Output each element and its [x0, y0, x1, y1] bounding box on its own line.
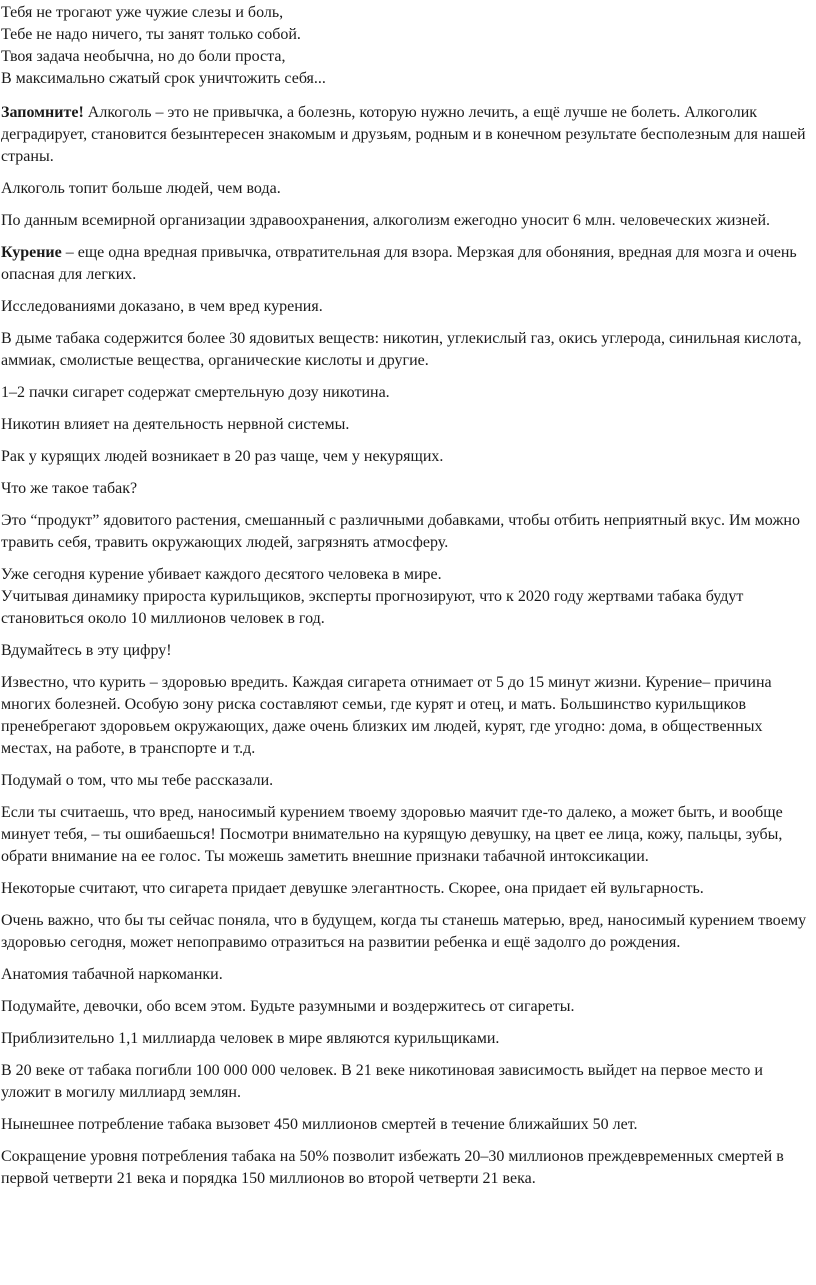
paragraph-if: Если ты считаешь, что вред, наносимый курением твоему здоровью маячит где-то далеко, а может быть, и вообще минует тебя, – ты ошибаешься! Посмотри внимательно на курящую девушку, на цвет ее лица, кожу, пальцы, зубы, обрати внимание на ее голос. Ты можешь заметить внешние признаки табачной интоксикации. [1, 804, 783, 865]
poem [1, 2, 808, 90]
remember-text: Алкоголь – это не привычка, а болезнь, которую нужно лечить, а ещё лучше не болеть. Алкоголик деградирует, становится безынтересен знакомым и друзьям, родным и в конечном результате бесполезным для нашей страны. [1, 104, 806, 165]
paragraph-current: Нынешнее потребление табака вызовет 450 миллионов смертей в течение ближайших 50 лет. [1, 1116, 638, 1133]
paragraph-research: Исследованиями доказано, в чем вред курения. [1, 298, 323, 315]
paragraph-dynamics: Учитывая динамику прироста курильщиков, эксперты прогнозируют, что к 2020 году жертвами табака будут становиться около 10 миллионов человек в год. [1, 588, 744, 627]
paragraph-remember [1, 102, 808, 168]
paragraph-anatomy: Анатомия табачной наркоманки. [1, 966, 223, 983]
paragraph-who: По данным всемирной организации здравоохранения, алкоголизм ежегодно уносит 6 млн. человеческих жизней. [1, 212, 771, 229]
paragraph-consider: Подумай о том, что мы тебе рассказали. [1, 772, 274, 789]
paragraph-century: В 20 веке от табака погибли 100 000 000 человек. В 21 веке никотиновая зависимость выйдет на первое место и уложит в могилу миллиард землян. [1, 1062, 763, 1101]
paragraph-what-is-tobacco: Что же такое табак? [1, 480, 138, 497]
paragraph-think: Вдумайтесь в эту цифру! [1, 642, 172, 659]
paragraph-billion: Приблизительно 1,1 миллиарда человек в мире являются курильщиками. [1, 1030, 500, 1047]
paragraph-smoke: В дыме табака содержится более 30 ядовитых веществ: никотин, углекислый газ, окись углерода, синильная кислота, аммиак, смолистые вещества, органические кислоты и другие. [1, 330, 802, 369]
smoking-label: Курение [1, 244, 62, 261]
poem-line: В максимально сжатый срок уничтожить себя... [1, 70, 326, 87]
paragraph-reduction: Сокращение уровня потребления табака на 50% позволит избежать 20–30 миллионов преждевременных смертей в первой четверти 21 века и порядка 150 миллионов во второй четверти 21 века. [1, 1148, 784, 1187]
paragraph-elegance: Некоторые считают, что сигарета придает девушке элегантность. Скорее, она придает ей вульгарность. [1, 880, 704, 897]
poem-line: Твоя задача необычна, но до боли проста, [1, 48, 286, 65]
poem-line: Тебе не надо ничего, ты занят только собой. [1, 26, 301, 43]
paragraph-water: Алкоголь топит больше людей, чем вода. [1, 180, 281, 197]
paragraph-smoking [1, 242, 808, 286]
paragraph-product: Это “продукт” ядовитого растения, смешанный с различными добавками, чтобы отбить неприятный вкус. Им можно травить себя, травить окружающих людей, загрязнять атмосферу. [1, 512, 800, 551]
paragraph-known: Известно, что курить – здоровью вредить. Каждая сигарета отнимает от 5 до 15 минут жизни. Курение– причина многих болезней. Особую зону риска составляют семьи, где курят и отец, и мать. Большинство курильщиков пренебрегают здоровьем окружающих, даже очень близких им людей, курят, где угодно: дома, в общественных местах, на работе, в транспорте и т.д. [1, 674, 772, 757]
smoking-text: – еще одна вредная привычка, отвратительная для взора. Мерзкая для обоняния, вредная для мозга и очень опасная для легких. [1, 244, 797, 283]
paragraph-nicotine: Никотин влияет на деятельность нервной системы. [1, 416, 350, 433]
paragraph-important: Очень важно, что бы ты сейчас поняла, что в будущем, когда ты станешь матерью, вред, наносимый курением твоему здоровью сегодня, может непоправимо отразиться на развитии ребенка и ещё задолго до рождения. [1, 912, 807, 951]
paragraph-kills: Уже сегодня курение убивает каждого десятого человека в мире. [1, 566, 442, 583]
paragraph-cancer: Рак у курящих людей возникает в 20 раз чаще, чем у некурящих. [1, 448, 444, 465]
poem-line: Тебя не трогают уже чужие слезы и боль, [1, 4, 284, 21]
remember-label: Запомните! [1, 104, 84, 121]
paragraph-girls: Подумайте, девочки, обо всем этом. Будьте разумными и воздержитесь от сигареты. [1, 998, 575, 1015]
paragraph-packs: 1–2 пачки сигарет содержат смертельную дозу никотина. [1, 384, 390, 401]
